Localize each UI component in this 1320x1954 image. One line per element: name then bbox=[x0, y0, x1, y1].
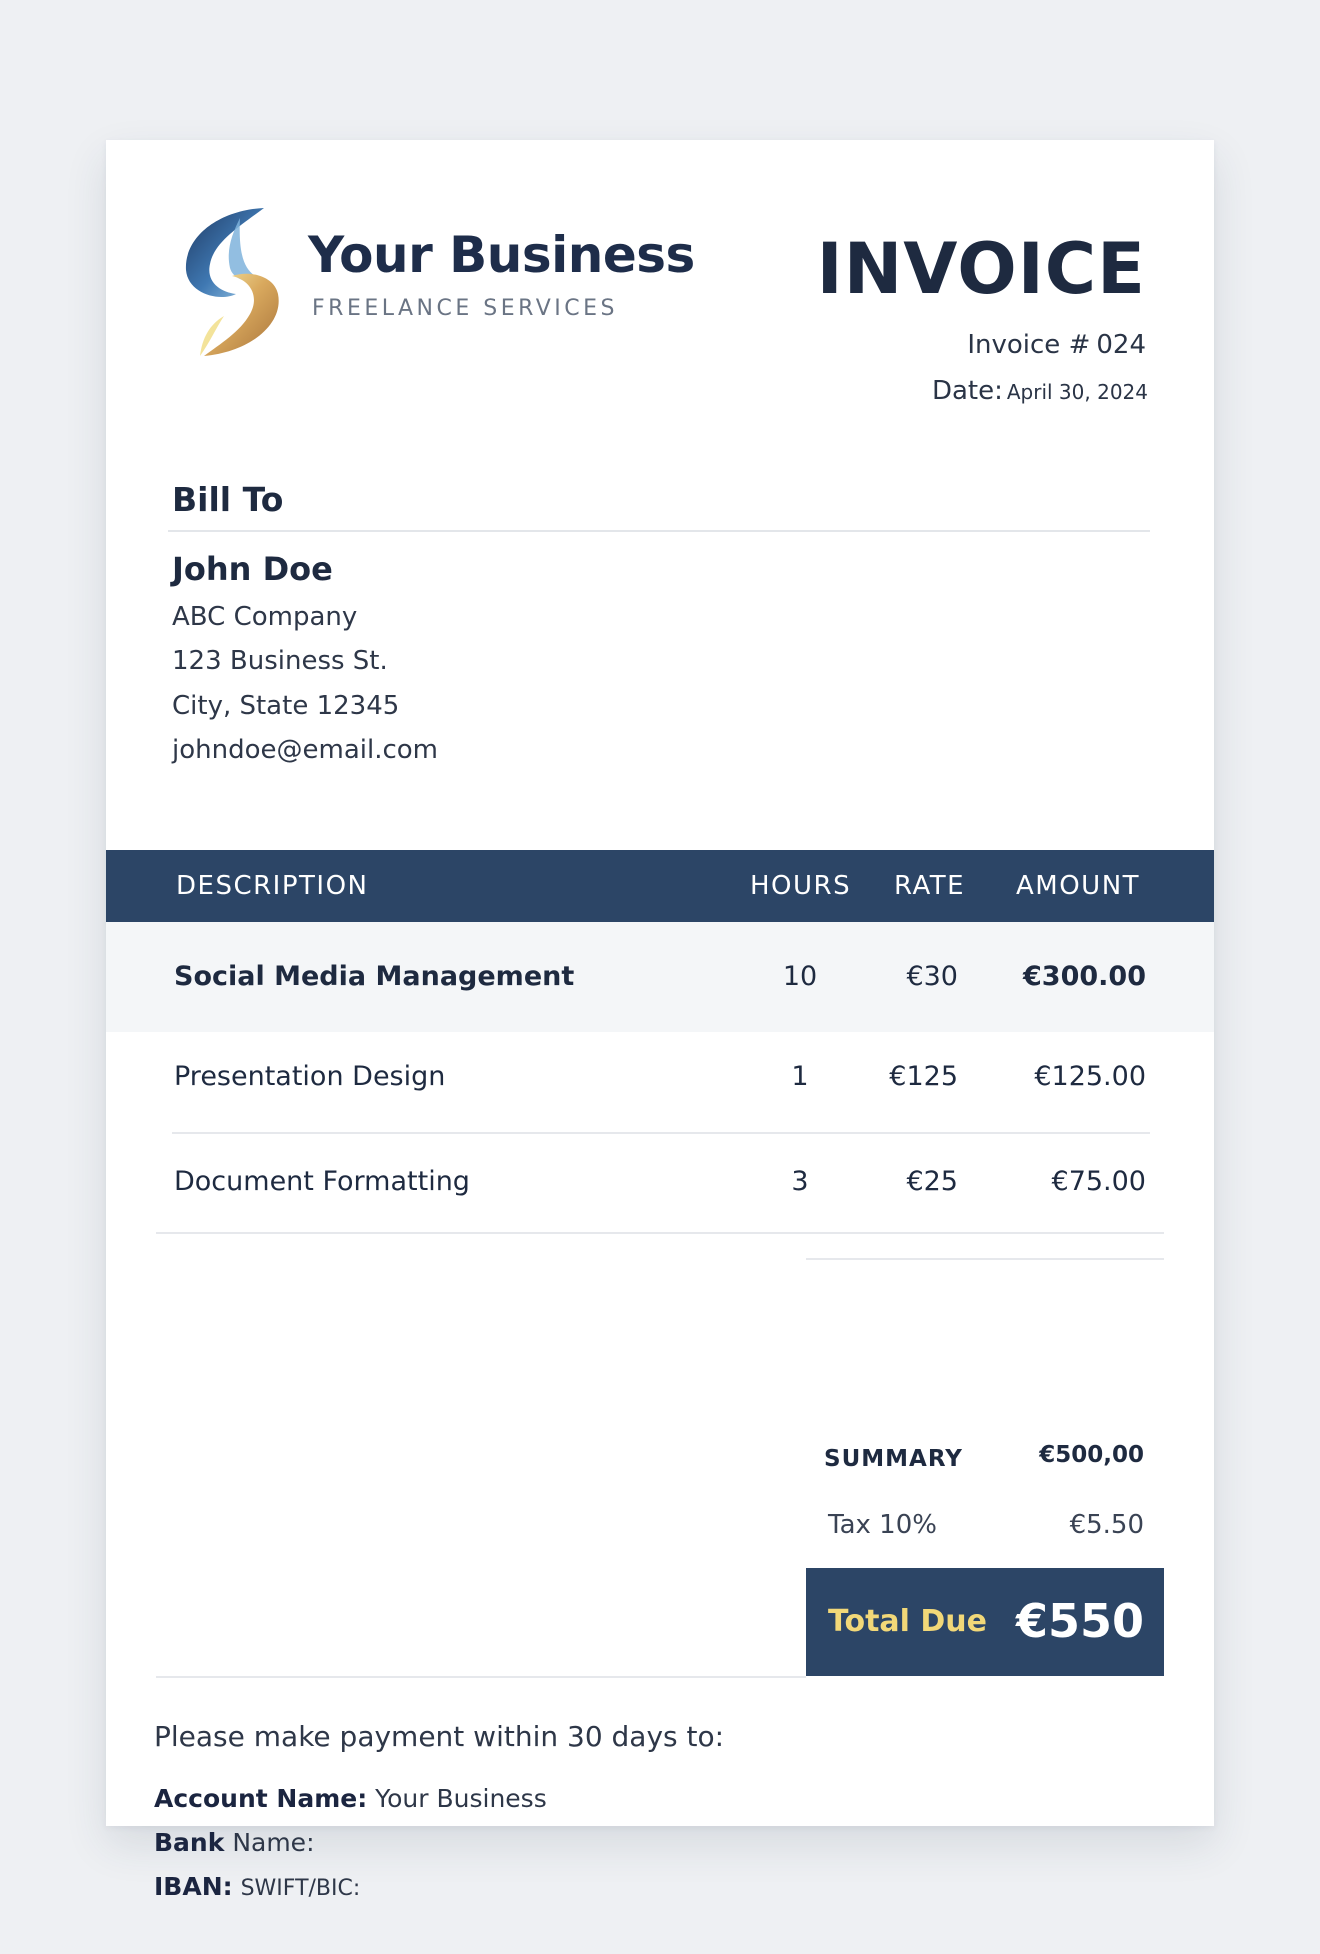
bank-label: Bank bbox=[154, 1828, 225, 1857]
invoice-number-value: 024 bbox=[1096, 330, 1146, 360]
invoice-title: INVOICE bbox=[816, 228, 1146, 310]
row-hours: 10 bbox=[782, 961, 818, 992]
divider bbox=[168, 530, 1150, 532]
row-rate: €125 bbox=[889, 1061, 958, 1092]
tax-value: €5.50 bbox=[1069, 1510, 1144, 1540]
account-name-value: Your Business bbox=[375, 1784, 547, 1813]
business-tagline: FREELANCE SERVICES bbox=[312, 296, 618, 321]
total-due-value: €550 bbox=[1015, 1594, 1144, 1648]
summary-value: €500,00 bbox=[1039, 1442, 1144, 1468]
row-description: Document Formatting bbox=[174, 1166, 470, 1197]
account-name-label: Account Name: bbox=[154, 1784, 368, 1813]
line-items-header bbox=[106, 850, 1214, 922]
invoice-date-label: Date: bbox=[931, 376, 1003, 406]
row-description: Presentation Design bbox=[174, 1061, 446, 1092]
row-rate: €25 bbox=[906, 1166, 958, 1197]
divider bbox=[156, 1676, 806, 1678]
summary-label: SUMMARY bbox=[824, 1446, 963, 1472]
iban-value: SWIFT/BIC: bbox=[240, 1876, 361, 1901]
total-due-label: Total Due bbox=[828, 1604, 988, 1639]
client-city: City, State 12345 bbox=[172, 691, 400, 721]
row-amount: €75.00 bbox=[1051, 1166, 1146, 1197]
total-due-box bbox=[806, 1568, 1164, 1676]
row-rate: €30 bbox=[906, 961, 958, 992]
business-name: Your Business bbox=[308, 226, 695, 284]
tax-label: Tax 10% bbox=[828, 1510, 937, 1540]
business-logo bbox=[180, 206, 284, 358]
account-name-line bbox=[154, 1784, 547, 1813]
client-name: John Doe bbox=[172, 550, 333, 588]
column-header-rate: RATE bbox=[894, 871, 966, 901]
invoice-date-value: April 30, 2024 bbox=[1006, 380, 1148, 404]
row-description: Social Media Management bbox=[174, 961, 575, 992]
bank-name-value: Name: bbox=[232, 1828, 315, 1857]
payment-instructions: Please make payment within 30 days to: bbox=[154, 1720, 725, 1753]
row-amount: €300.00 bbox=[1023, 961, 1146, 992]
column-header-hours: HOURS bbox=[750, 871, 852, 901]
client-street: 123 Business St. bbox=[172, 646, 388, 676]
client-company: ABC Company bbox=[172, 602, 358, 632]
column-header-description: DESCRIPTION bbox=[176, 871, 369, 901]
divider bbox=[156, 1232, 1164, 1234]
divider bbox=[806, 1258, 1164, 1260]
row-hours: 1 bbox=[791, 1061, 809, 1092]
bank-name-line bbox=[154, 1828, 315, 1857]
invoice-date bbox=[932, 376, 1148, 406]
row-amount: €125.00 bbox=[1034, 1061, 1146, 1092]
invoice-number-label: Invoice # bbox=[967, 330, 1091, 360]
column-header-amount: AMOUNT bbox=[1016, 871, 1141, 901]
invoice-number bbox=[961, 330, 1146, 360]
iban-line bbox=[154, 1872, 360, 1901]
divider bbox=[172, 1132, 1150, 1134]
bill-to-heading: Bill To bbox=[172, 480, 284, 519]
iban-label: IBAN: bbox=[154, 1872, 233, 1901]
row-hours: 3 bbox=[791, 1166, 809, 1197]
invoice-page bbox=[106, 140, 1214, 1901]
client-email: johndoe@email.com bbox=[172, 735, 438, 765]
